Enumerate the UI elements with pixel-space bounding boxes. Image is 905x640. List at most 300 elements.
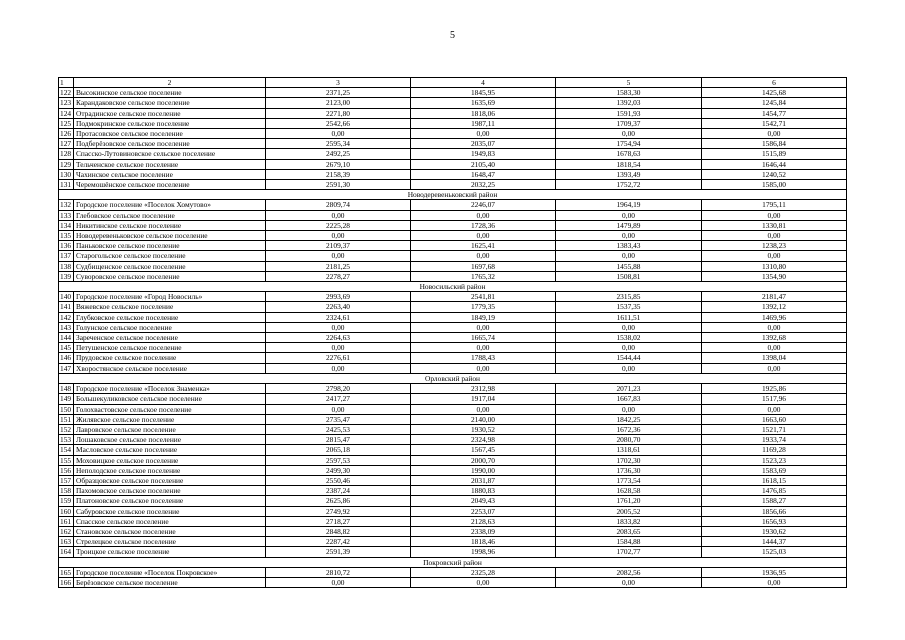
row-number: 128	[59, 149, 74, 159]
value-col-5: 1752,72	[556, 180, 702, 190]
table-row	[59, 241, 847, 251]
row-number: 158	[59, 486, 74, 496]
row-number: 139	[59, 271, 74, 281]
value-col-4: 0,00	[411, 210, 556, 220]
row-number: 154	[59, 445, 74, 455]
value-col-5: 1672,36	[556, 424, 702, 434]
value-col-6: 1392,68	[702, 333, 847, 343]
table-row	[59, 343, 847, 353]
value-col-6: 1515,89	[702, 149, 847, 159]
table-row	[59, 159, 847, 169]
row-number: 151	[59, 414, 74, 424]
settlement-name: Масловское сельское поселение	[74, 445, 266, 455]
value-col-4: 1648,47	[411, 169, 556, 179]
settlement-name: Протасовское сельское поселение	[74, 129, 266, 139]
table-row	[59, 220, 847, 230]
table-row	[59, 404, 847, 414]
table-row	[59, 118, 847, 128]
value-col-3: 0,00	[266, 210, 411, 220]
settlement-name: Тельченское сельское поселение	[74, 159, 266, 169]
value-col-6: 1933,74	[702, 435, 847, 445]
row-number: 155	[59, 455, 74, 465]
row-number: 135	[59, 231, 74, 241]
value-col-5: 1383,43	[556, 241, 702, 251]
value-col-3: 2848,82	[266, 526, 411, 536]
settlement-name: Старогольское сельское поселение	[74, 251, 266, 261]
row-number: 141	[59, 302, 74, 312]
value-col-5: 2083,65	[556, 526, 702, 536]
value-col-4: 2128,63	[411, 516, 556, 526]
value-col-3: 2810,72	[266, 567, 411, 577]
value-col-3: 2815,47	[266, 435, 411, 445]
table-row	[59, 271, 847, 281]
value-col-5: 1318,61	[556, 445, 702, 455]
settlement-name: Подберёзовское сельское поселение	[74, 139, 266, 149]
table-row	[59, 435, 847, 445]
table-row	[59, 567, 847, 577]
district-name: Орловский район	[59, 373, 847, 383]
table-row	[59, 149, 847, 159]
value-col-5: 1544,44	[556, 353, 702, 363]
row-number: 129	[59, 159, 74, 169]
settlement-name: Городское поселение «Поселок Хомутово»	[74, 200, 266, 210]
settlement-name: Троицкое сельское поселение	[74, 547, 266, 557]
value-col-4: 0,00	[411, 251, 556, 261]
value-col-3: 2287,42	[266, 537, 411, 547]
value-col-4: 1625,41	[411, 241, 556, 251]
value-col-5: 1842,25	[556, 414, 702, 424]
table-body	[59, 78, 847, 588]
value-col-4: 2246,07	[411, 200, 556, 210]
settlement-name: Большекуликовское сельское поселение	[74, 394, 266, 404]
value-col-6: 1795,11	[702, 200, 847, 210]
value-col-6: 1398,04	[702, 353, 847, 363]
settlement-name: Городское поселение «Поселок Знаменка»	[74, 384, 266, 394]
value-col-6: 1310,80	[702, 261, 847, 271]
value-col-6: 1354,90	[702, 271, 847, 281]
table-row	[59, 363, 847, 373]
value-col-4: 1665,74	[411, 333, 556, 343]
settlement-name: Подмокринское сельское поселение	[74, 118, 266, 128]
value-col-6: 1618,15	[702, 475, 847, 485]
value-col-6: 0,00	[702, 251, 847, 261]
column-number: 1	[59, 78, 74, 88]
value-col-5: 0,00	[556, 231, 702, 241]
value-col-6: 1583,69	[702, 465, 847, 475]
settlements-table	[58, 77, 847, 588]
table-row	[59, 424, 847, 434]
value-col-5: 1591,93	[556, 108, 702, 118]
table-row	[59, 88, 847, 98]
value-col-6: 1646,44	[702, 159, 847, 169]
value-col-6: 1392,12	[702, 302, 847, 312]
value-col-3: 0,00	[266, 343, 411, 353]
value-col-6: 1585,00	[702, 180, 847, 190]
value-col-3: 2278,27	[266, 271, 411, 281]
value-col-5: 1754,94	[556, 139, 702, 149]
row-number: 125	[59, 118, 74, 128]
value-col-6: 1169,28	[702, 445, 847, 455]
value-col-4: 0,00	[411, 577, 556, 587]
settlement-name: Становское сельское поселение	[74, 526, 266, 536]
value-col-4: 1788,43	[411, 353, 556, 363]
value-col-5: 1455,88	[556, 261, 702, 271]
settlement-name: Пахомовское сельское поселение	[74, 486, 266, 496]
value-col-4: 1635,69	[411, 98, 556, 108]
value-col-4: 2031,87	[411, 475, 556, 485]
row-number: 149	[59, 394, 74, 404]
value-col-5: 1392,03	[556, 98, 702, 108]
settlement-name: Зареченское сельское поселение	[74, 333, 266, 343]
value-col-4: 2541,81	[411, 292, 556, 302]
value-col-5: 0,00	[556, 251, 702, 261]
table-row	[59, 108, 847, 118]
table-row	[59, 516, 847, 526]
settlement-name: Высокинское сельское поселение	[74, 88, 266, 98]
value-col-5: 2315,85	[556, 292, 702, 302]
value-col-4: 1779,35	[411, 302, 556, 312]
value-col-6: 1586,84	[702, 139, 847, 149]
table-row	[59, 353, 847, 363]
value-col-4: 0,00	[411, 404, 556, 414]
settlement-name: Отрадинское сельское поселение	[74, 108, 266, 118]
row-number: 145	[59, 343, 74, 353]
table-row	[59, 526, 847, 536]
value-col-5: 1393,49	[556, 169, 702, 179]
row-number: 142	[59, 312, 74, 322]
settlement-name: Спасское сельское поселение	[74, 516, 266, 526]
column-number: 4	[411, 78, 556, 88]
value-col-6: 1542,71	[702, 118, 847, 128]
row-number: 159	[59, 496, 74, 506]
value-col-3: 2271,80	[266, 108, 411, 118]
settlement-name: Прудовское сельское поселение	[74, 353, 266, 363]
value-col-3: 2595,34	[266, 139, 411, 149]
row-number: 138	[59, 261, 74, 271]
table-row	[59, 486, 847, 496]
value-col-4: 2325,28	[411, 567, 556, 577]
row-number: 130	[59, 169, 74, 179]
value-col-5: 0,00	[556, 322, 702, 332]
value-col-3: 2387,24	[266, 486, 411, 496]
value-col-3: 2263,40	[266, 302, 411, 312]
table-row	[59, 180, 847, 190]
settlement-name: Голунское сельское поселение	[74, 322, 266, 332]
value-col-3: 2679,10	[266, 159, 411, 169]
row-number: 165	[59, 567, 74, 577]
row-number: 127	[59, 139, 74, 149]
row-number: 136	[59, 241, 74, 251]
value-col-3: 2499,30	[266, 465, 411, 475]
table-row	[59, 312, 847, 322]
value-col-6: 0,00	[702, 129, 847, 139]
settlement-name: Глебовское сельское поселение	[74, 210, 266, 220]
row-number: 166	[59, 577, 74, 587]
value-col-6: 1425,68	[702, 88, 847, 98]
settlement-name: Голохвастовское сельское поселение	[74, 404, 266, 414]
value-col-4: 1990,00	[411, 465, 556, 475]
table-row	[59, 506, 847, 516]
settlement-name: Карандаковское сельское поселение	[74, 98, 266, 108]
table-row	[59, 475, 847, 485]
table-row	[59, 322, 847, 332]
value-col-6: 1469,96	[702, 312, 847, 322]
value-col-6: 1588,27	[702, 496, 847, 506]
value-col-4: 1567,45	[411, 445, 556, 455]
value-col-5: 0,00	[556, 343, 702, 353]
value-col-3: 2718,27	[266, 516, 411, 526]
settlement-name: Моховицкое сельское поселение	[74, 455, 266, 465]
row-number: 153	[59, 435, 74, 445]
row-number: 132	[59, 200, 74, 210]
value-col-5: 1584,88	[556, 537, 702, 547]
value-col-3: 2591,30	[266, 180, 411, 190]
value-col-3: 2809,74	[266, 200, 411, 210]
value-col-3: 0,00	[266, 231, 411, 241]
value-col-6: 1856,66	[702, 506, 847, 516]
value-col-5: 1583,30	[556, 88, 702, 98]
column-number-row	[59, 78, 847, 88]
value-col-6: 0,00	[702, 231, 847, 241]
row-number: 140	[59, 292, 74, 302]
table-row	[59, 251, 847, 261]
value-col-3: 0,00	[266, 404, 411, 414]
value-col-5: 1702,77	[556, 547, 702, 557]
value-col-5: 0,00	[556, 577, 702, 587]
settlement-name: Городское поселение «Город Новосиль»	[74, 292, 266, 302]
district-name: Новодеревеньковский район	[59, 190, 847, 200]
value-col-4: 2324,98	[411, 435, 556, 445]
value-col-3: 2625,86	[266, 496, 411, 506]
value-col-4: 0,00	[411, 322, 556, 332]
value-col-6: 1517,96	[702, 394, 847, 404]
value-col-5: 2082,56	[556, 567, 702, 577]
table-row	[59, 139, 847, 149]
row-number: 162	[59, 526, 74, 536]
value-col-6: 1444,37	[702, 537, 847, 547]
value-col-3: 2798,20	[266, 384, 411, 394]
value-col-3: 2264,63	[266, 333, 411, 343]
settlement-name: Образцовское сельское поселение	[74, 475, 266, 485]
value-col-4: 1818,46	[411, 537, 556, 547]
value-col-3: 2425,53	[266, 424, 411, 434]
settlement-name: Вяжевское сельское поселение	[74, 302, 266, 312]
value-col-5: 1611,51	[556, 312, 702, 322]
table-row	[59, 261, 847, 271]
value-col-3: 2324,61	[266, 312, 411, 322]
row-number: 156	[59, 465, 74, 475]
table-row	[59, 333, 847, 343]
value-col-5: 0,00	[556, 404, 702, 414]
row-number: 164	[59, 547, 74, 557]
table-row	[59, 231, 847, 241]
column-number: 6	[702, 78, 847, 88]
settlement-name: Чахинское сельское поселение	[74, 169, 266, 179]
settlement-name: Берёзовское сельское поселение	[74, 577, 266, 587]
settlement-name: Спасско-Лутовиновское сельское поселение	[74, 149, 266, 159]
district-name: Новосильский район	[59, 282, 847, 292]
value-col-6: 0,00	[702, 363, 847, 373]
page-number: 5	[450, 30, 455, 41]
value-col-6: 1930,62	[702, 526, 847, 536]
value-col-4: 2000,70	[411, 455, 556, 465]
value-col-5: 1736,30	[556, 465, 702, 475]
row-number: 131	[59, 180, 74, 190]
value-col-4: 2312,98	[411, 384, 556, 394]
value-col-3: 0,00	[266, 577, 411, 587]
value-col-6: 1925,86	[702, 384, 847, 394]
value-col-3: 0,00	[266, 322, 411, 332]
settlement-name: Лавровское сельское поселение	[74, 424, 266, 434]
value-col-3: 2749,92	[266, 506, 411, 516]
value-col-4: 2105,40	[411, 159, 556, 169]
settlement-name: Стрелецкое сельское поселение	[74, 537, 266, 547]
value-col-4: 0,00	[411, 343, 556, 353]
value-col-6: 2181,47	[702, 292, 847, 302]
value-col-5: 0,00	[556, 210, 702, 220]
settlement-name: Жилявское сельское поселение	[74, 414, 266, 424]
value-col-4: 1818,06	[411, 108, 556, 118]
row-number: 144	[59, 333, 74, 343]
value-col-4: 1849,19	[411, 312, 556, 322]
value-col-3: 0,00	[266, 129, 411, 139]
value-col-3: 2993,69	[266, 292, 411, 302]
value-col-4: 1880,83	[411, 486, 556, 496]
value-col-6: 0,00	[702, 404, 847, 414]
value-col-3: 2597,53	[266, 455, 411, 465]
value-col-6: 1330,81	[702, 220, 847, 230]
table-row	[59, 129, 847, 139]
value-col-3: 2123,00	[266, 98, 411, 108]
value-col-4: 2032,25	[411, 180, 556, 190]
table-row	[59, 465, 847, 475]
value-col-6: 1521,71	[702, 424, 847, 434]
value-col-3: 0,00	[266, 251, 411, 261]
value-col-5: 1964,19	[556, 200, 702, 210]
table-row	[59, 394, 847, 404]
value-col-3: 2109,37	[266, 241, 411, 251]
row-number: 147	[59, 363, 74, 373]
settlement-name: Городское поселение «Поселок Покровское»	[74, 567, 266, 577]
settlement-name: Суворовское сельское поселение	[74, 271, 266, 281]
value-col-5: 1761,20	[556, 496, 702, 506]
value-col-6: 0,00	[702, 343, 847, 353]
district-header-row	[59, 282, 847, 292]
settlement-name: Сабуровское сельское поселение	[74, 506, 266, 516]
value-col-4: 2049,43	[411, 496, 556, 506]
value-col-4: 1917,04	[411, 394, 556, 404]
value-col-4: 1987,11	[411, 118, 556, 128]
value-col-3: 2181,25	[266, 261, 411, 271]
value-col-3: 2492,25	[266, 149, 411, 159]
value-col-5: 1773,54	[556, 475, 702, 485]
row-number: 123	[59, 98, 74, 108]
value-col-3: 2276,61	[266, 353, 411, 363]
settlement-name: Лошаковское сельское поселение	[74, 435, 266, 445]
table-row	[59, 292, 847, 302]
value-col-4: 2140,00	[411, 414, 556, 424]
column-number: 2	[74, 78, 266, 88]
value-col-3: 0,00	[266, 363, 411, 373]
settlement-name: Паньковское сельское поселение	[74, 241, 266, 251]
value-col-4: 2338,09	[411, 526, 556, 536]
settlement-name: Никитинское сельское поселение	[74, 220, 266, 230]
row-number: 126	[59, 129, 74, 139]
row-number: 134	[59, 220, 74, 230]
row-number: 161	[59, 516, 74, 526]
row-number: 137	[59, 251, 74, 261]
table-row	[59, 302, 847, 312]
settlement-name: Платоновское сельское поселение	[74, 496, 266, 506]
value-col-5: 0,00	[556, 363, 702, 373]
table-row	[59, 547, 847, 557]
value-col-4: 1949,83	[411, 149, 556, 159]
table-row	[59, 577, 847, 587]
row-number: 143	[59, 322, 74, 332]
value-col-4: 2253,07	[411, 506, 556, 516]
row-number: 146	[59, 353, 74, 363]
table-row	[59, 200, 847, 210]
value-col-5: 1709,37	[556, 118, 702, 128]
table-row	[59, 414, 847, 424]
value-col-5: 1538,02	[556, 333, 702, 343]
table-row	[59, 210, 847, 220]
value-col-5: 1833,82	[556, 516, 702, 526]
value-col-6: 1663,60	[702, 414, 847, 424]
value-col-6: 0,00	[702, 322, 847, 332]
value-col-4: 1728,36	[411, 220, 556, 230]
value-col-4: 2035,07	[411, 139, 556, 149]
value-col-6: 1936,95	[702, 567, 847, 577]
value-col-3: 2225,28	[266, 220, 411, 230]
value-col-3: 2371,25	[266, 88, 411, 98]
value-col-5: 1508,81	[556, 271, 702, 281]
table-row	[59, 98, 847, 108]
value-col-6: 0,00	[702, 210, 847, 220]
row-number: 157	[59, 475, 74, 485]
value-col-5: 1678,63	[556, 149, 702, 159]
settlement-name: Черемошёнское сельское поселение	[74, 180, 266, 190]
row-number: 150	[59, 404, 74, 414]
row-number: 148	[59, 384, 74, 394]
value-col-6: 1454,77	[702, 108, 847, 118]
district-name: Покровский район	[59, 557, 847, 567]
row-number: 122	[59, 88, 74, 98]
value-col-6: 1523,23	[702, 455, 847, 465]
value-col-6: 0,00	[702, 577, 847, 587]
table-row	[59, 537, 847, 547]
value-col-4: 0,00	[411, 129, 556, 139]
settlement-name: Неполодское сельское поселение	[74, 465, 266, 475]
value-col-6: 1525,03	[702, 547, 847, 557]
table-row	[59, 384, 847, 394]
value-col-4: 1845,95	[411, 88, 556, 98]
value-col-4: 1765,32	[411, 271, 556, 281]
value-col-6: 1245,84	[702, 98, 847, 108]
value-col-6: 1238,23	[702, 241, 847, 251]
value-col-5: 1628,58	[556, 486, 702, 496]
settlement-name: Хворостянское сельское поселение	[74, 363, 266, 373]
value-col-4: 0,00	[411, 231, 556, 241]
row-number: 124	[59, 108, 74, 118]
value-col-3: 2542,66	[266, 118, 411, 128]
settlement-name: Новодеревеньковское сельское поселение	[74, 231, 266, 241]
value-col-5: 1818,54	[556, 159, 702, 169]
district-header-row	[59, 373, 847, 383]
row-number: 163	[59, 537, 74, 547]
value-col-4: 1998,96	[411, 547, 556, 557]
value-col-4: 1930,52	[411, 424, 556, 434]
